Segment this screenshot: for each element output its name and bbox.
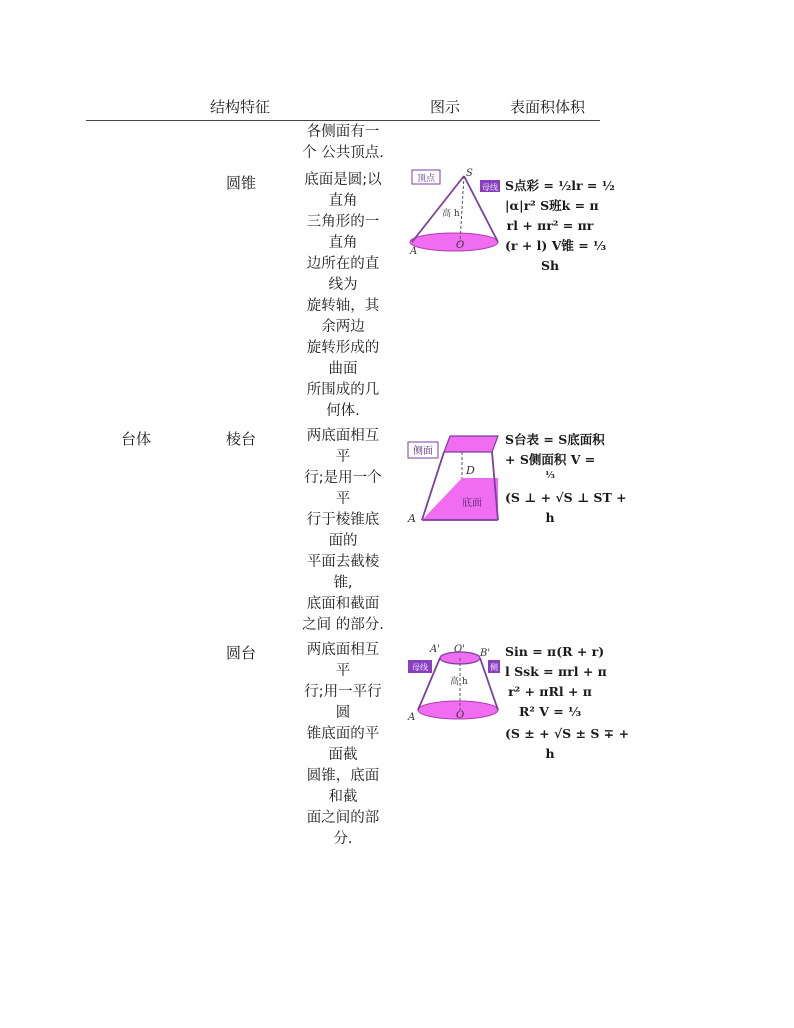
apex-label: S xyxy=(466,168,473,179)
side-label: 侧面 xyxy=(413,446,433,457)
frustum-category: 台体 xyxy=(121,430,152,448)
top-left-label: A' xyxy=(430,644,440,655)
cone-frustum-name: 圆台 xyxy=(226,644,257,662)
base-label: 底面 xyxy=(462,498,482,509)
header-area-volume: 表面积体积 xyxy=(510,98,586,116)
vertex-label: 顶点 xyxy=(416,174,436,184)
frustum-height-label: 高 h xyxy=(450,677,468,687)
prev-feature-text: 各侧面有一 个 公共顶点. xyxy=(302,124,384,161)
cone-figure xyxy=(408,166,500,258)
header-rule xyxy=(86,120,600,121)
cone-formulas: S点彩 = ½lr = ½ |α|r² S班k = π rl + πr² = πr (r + l) V锥 = ⅓ Sh xyxy=(505,178,615,273)
frustum-generatrix-label: 母线 xyxy=(412,663,428,672)
prism-top-face xyxy=(444,436,498,452)
center-label: O xyxy=(456,240,465,251)
prism-frustum-figure xyxy=(406,430,500,526)
cone-height-line xyxy=(460,176,464,242)
cone-frustum-formulas: Sin = π(R + r) l Ssk = πrl + π r² + πRl + π R² V = ⅓ (S ± + √S ± S ∓ + h xyxy=(505,644,630,761)
header-structure: 结构特征 xyxy=(210,98,271,116)
prism-frustum-formulas: S台表 = S底面积 + S侧面积 V = ⅓ (S ⊥ + √S ⊥ ST + h xyxy=(505,432,627,525)
cone-name: 圆锥 xyxy=(226,174,257,192)
point-a-label: A xyxy=(408,512,416,525)
generatrix-label: 母线 xyxy=(482,183,498,192)
height-label: 高 h xyxy=(442,209,460,219)
frustum-center-label: O xyxy=(456,710,465,721)
point-d-label: D xyxy=(466,464,475,477)
prism-frustum-feature-text: 两底面相互 平 行;是用一个 平 行于棱锥底 面的 平面去截棱 锥, 底面和截面 之间 的部分. xyxy=(302,428,384,633)
base-point-label: A xyxy=(410,246,418,257)
top-right-label: B' xyxy=(480,648,491,659)
header-figure: 图示 xyxy=(430,98,461,116)
prism-frustum-name: 棱台 xyxy=(226,430,257,448)
cone-feature-text: 底面是圆;以 直角 三角形的一 直角 边所在的直 线为 旋转轴，其 余两边 旋转形成的 曲面 所围成的几 何体. xyxy=(304,172,382,419)
frustum-base-point-label: A xyxy=(408,712,416,723)
top-center-label: O' xyxy=(454,644,465,655)
cone-frustum-feature-text: 两底面相互 平 行;用一平行 圆 锥底面的平 面截 圆锥，底面 和截 面之间的部 分. xyxy=(304,642,382,847)
frustum-side-label: 侧 xyxy=(490,663,498,672)
cone-frustum-figure xyxy=(406,640,500,724)
cone-base-ellipse xyxy=(410,233,498,251)
